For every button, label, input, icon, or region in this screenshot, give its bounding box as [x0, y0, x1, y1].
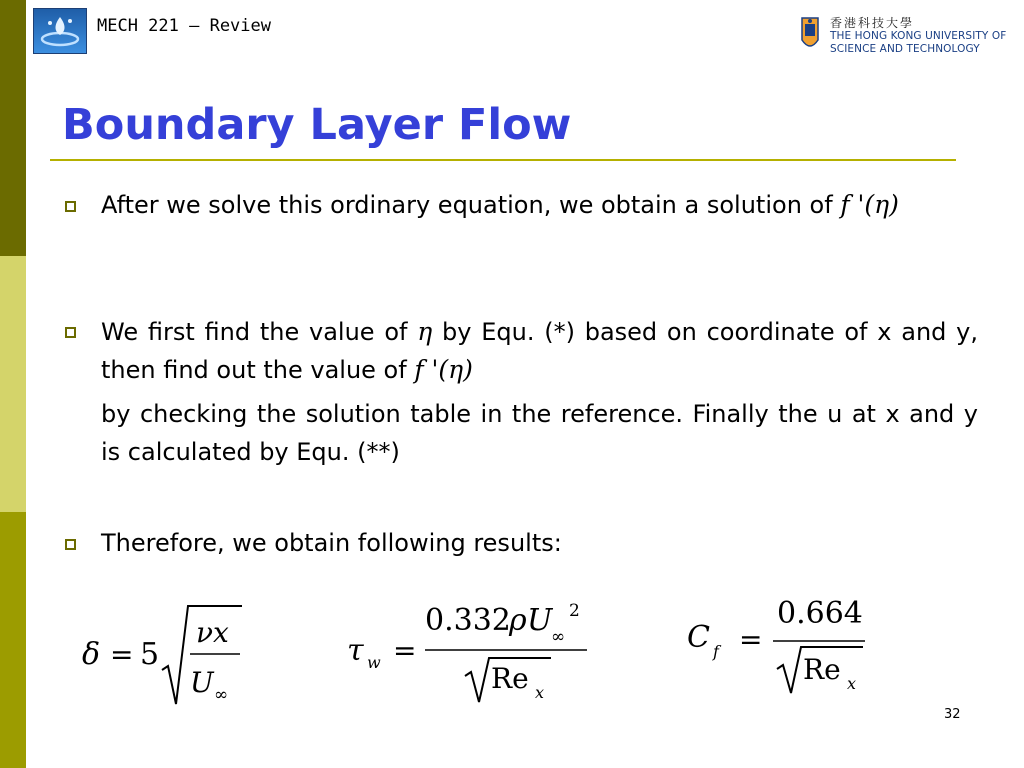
eq1-coef: 5 — [140, 637, 160, 672]
eq3-den: Re — [803, 653, 841, 686]
eq2-num-sub: ∞ — [551, 627, 566, 647]
bullet-1-text: After we solve this ordinary equation, we obtain a solution of — [101, 191, 833, 219]
slide-title: Boundary Layer Flow — [62, 100, 572, 150]
university-name-line2: SCIENCE AND TECHNOLOGY — [830, 43, 980, 55]
math-eta: η — [417, 317, 433, 346]
eq3-lhs: C — [687, 620, 710, 655]
math-f-prime-eta-2: f '(η) — [414, 355, 473, 384]
equation-wall-shear-stress — [345, 588, 595, 708]
side-bar-top — [0, 0, 26, 256]
university-name-line1: THE HONG KONG UNIVERSITY OF — [830, 30, 1007, 42]
eq3-den-sub: x — [847, 674, 857, 693]
eq3-numerator: 0.664 — [777, 596, 863, 631]
eq2-den: Re — [491, 662, 529, 695]
page-number: 32 — [944, 707, 961, 722]
side-bar-bottom — [0, 512, 26, 768]
side-bar-middle — [0, 256, 26, 512]
eq2-num-U: U — [527, 603, 553, 638]
course-label: MECH 221 – Review — [97, 16, 271, 36]
eq2-den-sub: x — [535, 683, 545, 702]
equation-skin-friction-coefficient — [685, 585, 875, 705]
math-f-prime-eta-1: f '(η) — [840, 190, 899, 219]
eq3-lhs-sub: f — [713, 642, 719, 661]
eq2-num-coef: 0.332 — [425, 603, 511, 638]
university-emblem-icon — [800, 16, 820, 54]
eq2-num-rho: ρ — [509, 603, 527, 638]
bullet-3-text: Therefore, we obtain following results: — [101, 529, 562, 557]
eq2-equals: = — [393, 634, 417, 667]
eq1-den-sub: ∞ — [214, 685, 229, 705]
title-divider — [50, 159, 956, 161]
course-logo-icon — [33, 8, 87, 54]
bullet-text-3 — [101, 524, 978, 562]
bullet-2-text-a: We first find the value of — [101, 318, 408, 346]
bullet-marker-2 — [65, 327, 76, 338]
eq2-lhs: τ — [347, 633, 364, 668]
eq2-lhs-sub: w — [367, 653, 381, 672]
eq1-numerator: νx — [196, 616, 229, 649]
eq1-equals: = — [110, 638, 134, 671]
bullet-marker-1 — [65, 201, 76, 212]
bullet-text-2 — [101, 313, 978, 389]
equation-boundary-layer-thickness — [80, 592, 250, 712]
eq1-lhs: δ — [82, 637, 101, 672]
eq2-num-sup: 2 — [569, 601, 580, 621]
eq1-den-symbol: U — [190, 666, 214, 699]
university-logo — [800, 14, 1010, 60]
bullet-marker-3 — [65, 539, 76, 550]
university-name-chinese: 香港科技大學 — [830, 16, 915, 30]
bullet-2-text-c: by checking the solution table in the reference. Finally the u at x and y is calculated by Equ. (**) — [101, 400, 978, 466]
bullet-text-2-continued — [101, 395, 978, 471]
eq3-equals: = — [739, 623, 763, 656]
bullet-2-text-b: by Equ. (*) based on coordinate of x and y, then find out the value of — [101, 318, 978, 384]
bullet-text-1 — [101, 186, 978, 224]
